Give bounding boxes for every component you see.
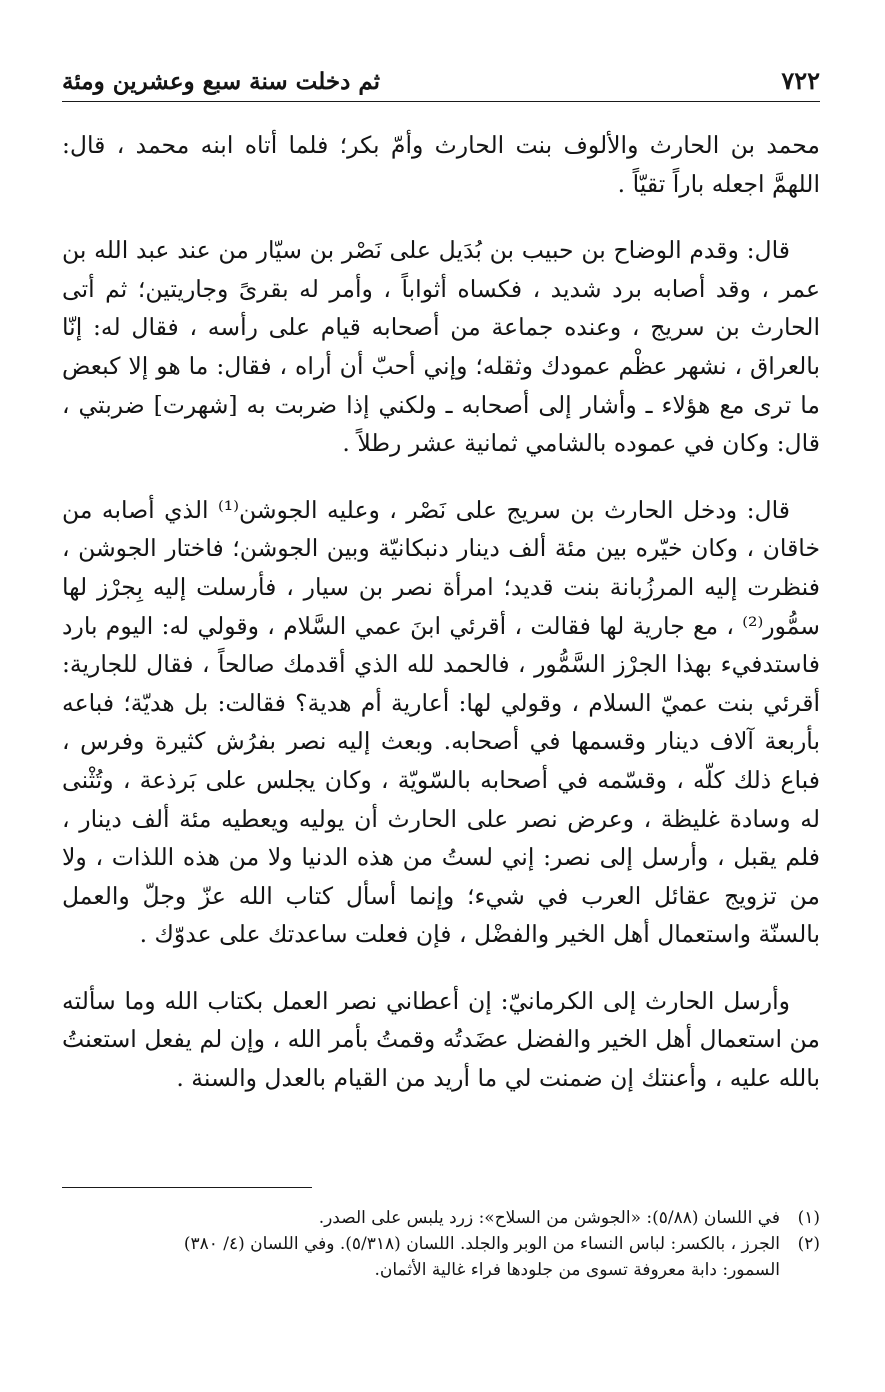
document-page	[62, 62, 820, 1280]
footnote	[62, 1205, 820, 1231]
body-text	[62, 126, 820, 1098]
footnote-divider	[62, 1187, 312, 1188]
paragraph: محمد بن الحارث والألوف بنت الحارث وأمّ بكر؛ فلما أتاه ابنه محمد ، قال: اللهمَّ اجعله باراً تقيّاً .	[62, 131, 820, 198]
footnotes	[62, 1205, 820, 1283]
footnote-mark: (٢)	[797, 1234, 820, 1254]
footnote-text: الجرز ، بالكسر: لباس النساء من الوبر والجلد. اللسان (٥/٣١٨). وفي اللسان (٤/ ٣٨٠)	[183, 1234, 780, 1254]
paragraph: قال: وقدم الوضاح بن حبيب بن بُدَيل على نَصْر بن سيّار من عند عبد الله بن عمر ، وقد أصابه برد شديد ، فكساه أثواباً ، وأمر له بقرىً وجاريتين؛ ثم أتى الحارث بن سريج ، وعنده جماعة من أصحابه قيام على رأسه ، فقال له: إنّا بالعراق ، نشهر عظْم عمودك وثقله؛ وإني أحبّ أن أراه ، فقال: ما هو إلا كبعض ما ترى مع هؤلاء ـ وأشار إلى أصحابه ـ ولكني إذا ضربت به [شهرت] ضربتي ، قال: وكان في عموده بالشامي ثمانية عشر رطلاً .	[62, 236, 820, 458]
running-title: ثم دخلت سنة سبع وعشرين ومئة	[62, 68, 381, 95]
running-header	[62, 62, 820, 102]
footnote-mark: (١)	[797, 1208, 820, 1228]
footnote-continuation: السمور: دابة معروفة تسوى من جلودها فراء غالية الأثمان.	[374, 1260, 780, 1280]
footnote	[62, 1231, 820, 1257]
footnote-text: في اللسان (٥/٨٨): «الجوشن من السلاح»: زرد يلبس على الصدر.	[318, 1208, 780, 1228]
paragraph: قال: ودخل الحارث بن سريج على نَصْر ، وعليه الجوشن⁽¹⁾ الذي أصابه من خاقان ، وكان خيّره بين مئة ألف دينار دنبكانيّة وبين الجوشن؛ فاختار الجوشن ، فنظرت إليه المرزُبانة بنت قديد؛ امرأة نصر بن سيار ، فأرسلت إليه بِجرْز لها سمُّور⁽²⁾ ، مع جارية لها فقالت ، أقرئي ابنَ عمي السَّلام ، وقولي له: اليوم بارد فاستدفيء بهذا الجرْز السَّمُّور ، فالحمد لله الذي أقدمك صالحاً ، فقال للجارية: أقرئي بنت عميّ السلام ، وقولي لها: أعارية أم هدية؟ فقالت: بل هديّة؛ فباعه بأربعة آلاف دينار وقسمها في أصحابه. وبعث إليه نصر بفرُش كثيرة وفرس ، فباع ذلك كلّه ، وقسّمه في أصحابه بالسّويّة ، وكان يجلس على بَرذعة ، وتُثْنى له وسادة غليظة ، وعرض نصر على الحارث أن يوليه ويعطيه مئة ألف دينار ، فلم يقبل ، وأرسل إلى نصر: إني لستُ من هذه الدنيا ولا من هذه اللذات ، ولا من تزويج عقائل العرب في شيء؛ وإنما أسأل كتاب الله عزّ وجلّ والعمل بالسنّة واستعمال أهل الخير والفضْل ، فإن فعلت ساعدتك على عدوّك .	[62, 495, 820, 949]
page-number: ٧٢٢	[781, 66, 820, 95]
paragraph: وأرسل الحارث إلى الكرمانيّ: إن أعطاني نصر العمل بكتاب الله وما سألته من استعمال أهل الخير والفضل عضَدتُه وقمتُ بأمر الله ، وإن لم يفعل استعنتُ بالله عليه ، وأعنتك إن ضمنت لي ما أريد من القيام بالعدل والسنة .	[62, 986, 820, 1093]
